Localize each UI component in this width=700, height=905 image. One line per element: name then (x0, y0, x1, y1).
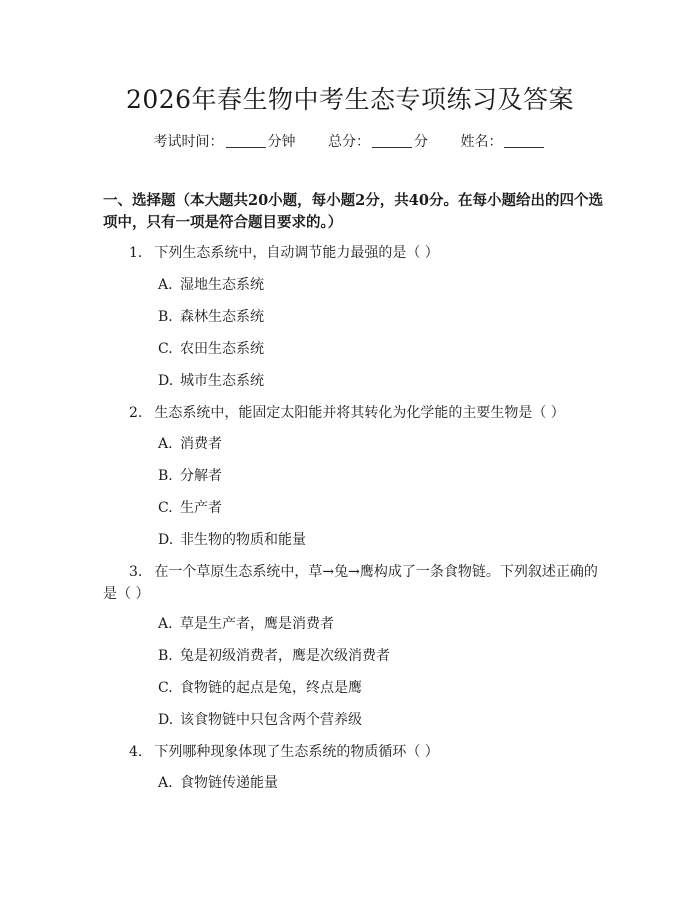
exam-time-label: 考试时间： (153, 134, 224, 150)
question-2-option-b[interactable] (158, 466, 222, 486)
question-number: 2. (129, 405, 143, 421)
student-name-blank[interactable] (504, 133, 544, 148)
total-score-unit: 分 (414, 134, 428, 150)
question-1 (103, 242, 600, 264)
option-text: 生产者 (180, 500, 222, 516)
option-letter: A. (158, 775, 173, 791)
question-3-option-c[interactable] (158, 678, 362, 698)
section-heading: 一、选择题（本大题共20小题，每小题2分，共40分。在每小题给出的四个选项中，只有一项是符合题目要求的。） (103, 192, 603, 231)
question-text: 在一个草原生态系统中，草→兔→鹰构成了一条食物链。下列叙述正确的是（ ） (103, 564, 598, 602)
question-2-option-d[interactable] (158, 530, 306, 550)
question-3-option-a[interactable] (158, 614, 334, 634)
question-number: 1. (129, 245, 143, 261)
question-3 (103, 561, 600, 605)
question-4-option-a[interactable] (158, 773, 278, 793)
option-text: 消费者 (180, 436, 222, 452)
question-2 (103, 402, 600, 424)
option-text: 该食物链中只包含两个营养级 (180, 712, 362, 728)
question-number: 3. (129, 564, 143, 580)
option-letter: A. (158, 277, 173, 293)
question-1-option-b[interactable] (158, 307, 264, 327)
option-letter: A. (158, 616, 173, 632)
question-4 (103, 741, 600, 763)
option-letter: D. (158, 712, 174, 728)
document-title: 2026年春生物中考生态专项练习及答案 (125, 85, 575, 114)
option-letter: B. (158, 468, 173, 484)
option-letter: C. (158, 500, 173, 516)
question-3-option-d[interactable] (158, 710, 362, 730)
student-name-label: 姓名： (460, 134, 503, 150)
option-letter: B. (158, 648, 173, 664)
question-1-option-d[interactable] (158, 371, 264, 391)
question-text: 生态系统中，能固定太阳能并将其转化为化学能的主要生物是（ ） (154, 405, 565, 421)
option-text: 森林生态系统 (180, 309, 264, 325)
total-score-blank[interactable] (372, 133, 412, 148)
option-text: 分解者 (180, 468, 222, 484)
option-text: 湿地生态系统 (180, 277, 264, 293)
question-text: 下列生态系统中，自动调节能力最强的是（ ） (154, 245, 439, 261)
option-letter: C. (158, 680, 173, 696)
question-number: 4. (129, 744, 143, 760)
option-text: 食物链传递能量 (180, 775, 278, 791)
option-text: 草是生产者，鹰是消费者 (180, 616, 334, 632)
exam-info-line (0, 132, 700, 152)
total-score-label: 总分： (328, 134, 370, 150)
option-text: 非生物的物质和能量 (180, 532, 306, 548)
option-letter: B. (158, 309, 173, 325)
option-text: 食物链的起点是兔，终点是鹰 (180, 680, 362, 696)
option-letter: C. (158, 341, 173, 357)
option-text: 兔是初级消费者，鹰是次级消费者 (180, 648, 390, 664)
question-1-option-c[interactable] (158, 339, 264, 359)
question-1-option-a[interactable] (158, 275, 264, 295)
option-letter: D. (158, 373, 174, 389)
question-2-option-a[interactable] (158, 434, 222, 454)
option-letter: D. (158, 532, 174, 548)
option-text: 农田生态系统 (180, 341, 264, 357)
exam-time-field (154, 132, 296, 152)
question-2-option-c[interactable] (158, 498, 222, 518)
exam-time-unit: 分钟 (267, 134, 296, 150)
exam-time-blank[interactable] (226, 133, 266, 148)
option-letter: A. (158, 436, 173, 452)
student-name-field (460, 132, 546, 152)
question-3-option-b[interactable] (158, 646, 390, 666)
question-text: 下列哪种现象体现了生态系统的物质循环（ ） (154, 744, 439, 760)
total-score-field (328, 132, 428, 152)
option-text: 城市生态系统 (180, 373, 264, 389)
